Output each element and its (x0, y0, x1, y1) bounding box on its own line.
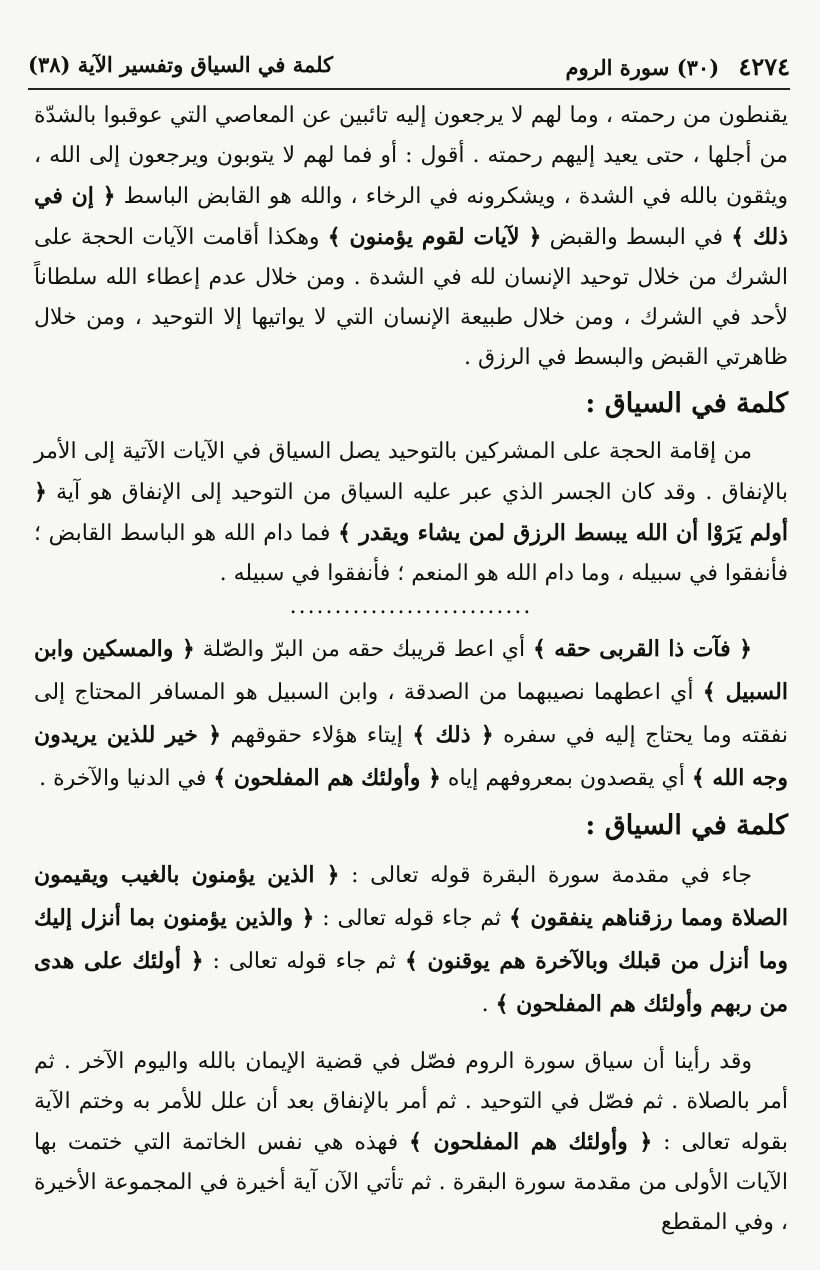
section-heading: كلمة في السياق : (585, 388, 788, 419)
text-run: من إقامة الحجة على المشركين بالتوحيد يصل السياق في الآيات الآتية إلى الأمر بالإنفاق . وقد كان الجسر الذي عبر عليه السياق من التوحيد إلى الإنفاق هو آية (34, 439, 788, 505)
text-run: وهكذا أقامت الآيات الحجة على الشرك من خلال توحيد الإنسان لله في الشدة . ومن خلال عدم إعطاء الله سلطاناً لأحد في الشرك ، ومن خلال طبيعة الإنسان التي لا يواتيها إلا التوحيد ، ومن خلال ظاهرتي القبض والبسط في الرزق . (34, 225, 788, 370)
text-run: ثم جاء قوله تعالى : (203, 949, 406, 974)
paragraph-baqarah (34, 854, 788, 1026)
quran-verse: ﴿ إن في ذلك ﴾ (34, 183, 788, 250)
text-run: إيتاء هؤلاء حقوقهم (221, 723, 413, 748)
quran-verse: ﴿ فآت ذا القربى حقه ﴾ (532, 636, 753, 662)
text-run: يقنطون من رحمته ، وما لهم لا يرجعون إليه تائبين عن المعاصي التي عوقبوا بالشدّة من أجلها ، حتى يعيد إليهم رحمته . أقول : أو فما لهم لا يتوبون ويرجعون إلى الله ، ويثقون بالله في الشدة ، ويشكرونه في الرخاء ، والله هو القابض الباسط (34, 103, 788, 209)
text-run: جاء في مقدمة سورة البقرة قوله تعالى : (339, 863, 752, 888)
text-run: وقد رأينا أن سياق سورة الروم فصّل في قضية الإيمان بالله واليوم الآخر . ثم أمر بالصلاة . ثم فصّل في التوحيد . ثم أمر بالإنفاق بعد أن علل للأمر به وختم الآية بقوله تعالى : (34, 1049, 788, 1155)
text-run: أي اعطهما نصيبهما من الصدقة ، وابن السبيل هو المسافر المحتاج إلى نفقته وما يحتاج إليه في سفره (34, 680, 788, 748)
text-run: أي يقصدون بمعروفهم إياه (440, 766, 692, 791)
paragraph-conclusion (34, 1042, 788, 1243)
quran-verse: ﴿ أولم يَرَوْا أن الله يبسط الرزق لمن يشاء ويقدر ﴾ (34, 479, 788, 546)
text-run: في البسط والقبض (541, 225, 732, 250)
paragraph-tafsir (34, 628, 788, 800)
page-header (28, 44, 790, 90)
page-body (34, 96, 788, 1243)
quran-verse: ﴿ لآيات لقوم يؤمنون ﴾ (327, 224, 542, 250)
paragraph-context (34, 432, 788, 594)
text-run: ثم جاء قوله تعالى : (314, 906, 509, 931)
quran-verse: ﴿ والذين يؤمنون بما أنزل إليك وما أنزل من قبلك وبالآخرة هم يوقنون ﴾ (34, 905, 788, 974)
text-run: أي اعط قريبك حقه من البرّ والصّلة (194, 637, 533, 662)
page-number: ٤٢٧٤ (738, 52, 790, 81)
quran-verse: ﴿ وأولئك هم المفلحون ﴾ (213, 765, 441, 791)
paragraph-intro (34, 96, 788, 378)
text-run: فهذه هي نفس الخاتمة التي ختمت بها الآيات الأولى من مقدمة سورة البقرة . ثم تأتي الآن آية أخيرة في المجموعة الأخيرة ، وفي المقطع (34, 1130, 788, 1235)
quran-verse: ﴿ وأولئك هم المفلحون ﴾ (409, 1129, 653, 1155)
quran-verse: ﴿ خير للذين يريدون وجه الله ﴾ (34, 722, 788, 791)
text-run: في الدنيا والآخرة . (39, 766, 214, 791)
quran-verse: ﴿ أولئك على هدى من ربهم وأولئك هم المفلحون ﴾ (34, 948, 788, 1017)
quran-verse: ﴿ والمسكين وابن السبيل ﴾ (34, 636, 788, 705)
quran-verse: ﴿ ذلك ﴾ (412, 722, 494, 748)
section-heading: كلمة في السياق : (585, 810, 788, 841)
text-run: . (481, 992, 496, 1017)
header-right (566, 52, 790, 81)
quran-verse: ﴿ الذين يؤمنون بالغيب ويقيمون الصلاة ومما رزقناهم ينفقون ﴾ (34, 862, 788, 931)
surah-label: (٣٠) سورة الروم (565, 55, 720, 80)
section-title: كلمة في السياق وتفسير الآية (٣٨) (28, 52, 334, 77)
separator-dots: ........................... (289, 594, 533, 619)
text-run: فما دام الله هو الباسط القابض ؛ فأنفقوا في سبيله ، وما دام الله هو المنعم ؛ فأنفقوا في سبيله . (34, 521, 788, 586)
